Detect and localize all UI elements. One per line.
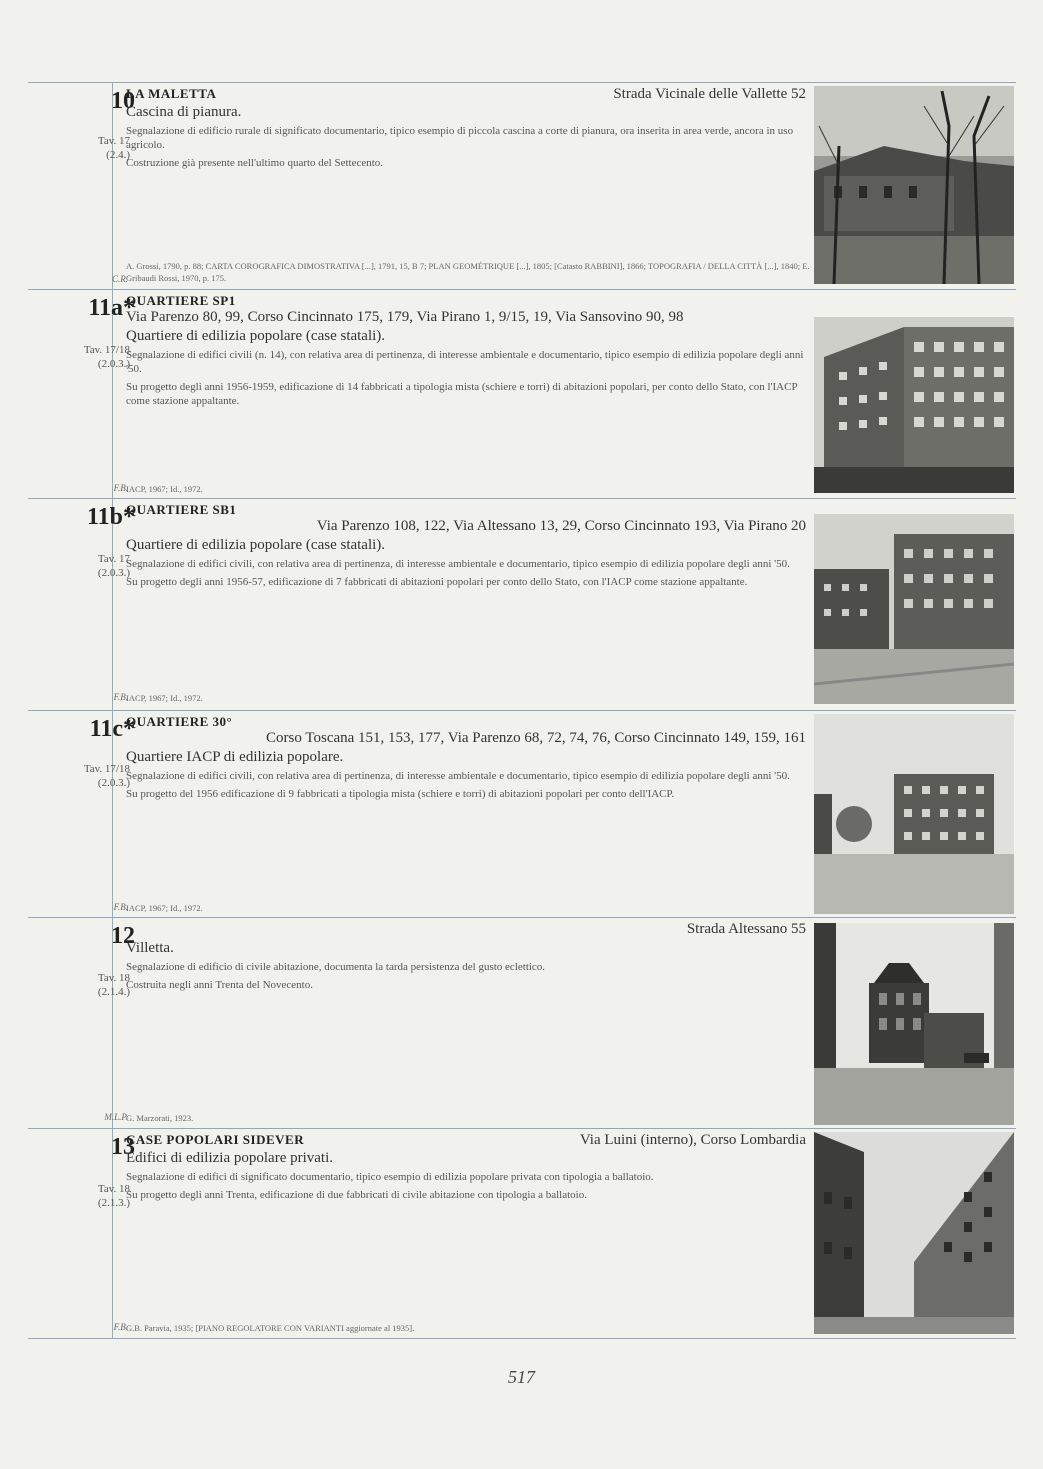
entry-number: 13 bbox=[111, 1134, 135, 1160]
tav-label: Tav. 17/18 bbox=[83, 763, 130, 775]
description-paragraph: Su progetto degli anni 1956-57, edificazione di 7 fabbricati di abitazioni popolari per conto dello Stato, con l'IACP come stazione appaltante. bbox=[126, 576, 748, 588]
entry-description bbox=[126, 557, 806, 589]
tav-label: Tav. 18 bbox=[97, 1183, 130, 1195]
author-initials: M.L.P. bbox=[104, 1112, 128, 1122]
building-photo bbox=[814, 923, 1014, 1125]
entry-title: QUARTIERE SP1 bbox=[126, 293, 236, 308]
entry-title: CASE POPOLARI SIDEVER bbox=[126, 1132, 305, 1147]
entry-subtitle: Quartiere IACP di edilizia popolare. bbox=[126, 749, 344, 765]
entry-description bbox=[126, 348, 816, 408]
building-photo bbox=[814, 86, 1014, 284]
entry-title: QUARTIERE SB1 bbox=[126, 502, 237, 517]
description-paragraph: Segnalazione di edificio di civile abitazione, documenta la tarda persistenza del gusto eclettico. bbox=[126, 961, 546, 973]
bibliography: IACP, 1967; Id., 1972. bbox=[126, 484, 203, 494]
tavola-reference bbox=[84, 762, 130, 790]
author-initials: F.B. bbox=[113, 1322, 128, 1332]
tav-label: Tav. 18 bbox=[97, 972, 130, 984]
description-paragraph: Costruita negli anni Trenta del Novecento. bbox=[126, 979, 313, 991]
catalog-entry bbox=[28, 712, 1016, 917]
tav-label: Tav. 17 bbox=[97, 553, 130, 565]
tav-label: Tav. 17/18 bbox=[83, 344, 130, 356]
entry-divider bbox=[28, 710, 1016, 711]
tav-code: (2.0.3.) bbox=[97, 567, 130, 579]
entry-subtitle: Edifici di edilizia popolare privati. bbox=[126, 1150, 334, 1166]
building-photo bbox=[814, 514, 1014, 704]
entry-address: Via Parenzo 108, 122, Via Altessano 13, 29, Corso Cincinnato 193, Via Pirano 20 bbox=[316, 518, 806, 534]
bibliography: IACP, 1967; Id., 1972. bbox=[126, 693, 203, 703]
bibliography: A. Grossi, 1790, p. 88; CARTA COROGRAFICA DIMOSTRATIVA [...], 1791, 15, B 7; PLAN GEOMÉTRIQUE [...], 1805; [Catasto RABBINI], 1866; TOPOGRAFIA / DELLA CITTÀ [...], 1840; E. Gribaudi Rossi, 1970, p. 175. bbox=[126, 261, 810, 283]
entry-number: 11c* bbox=[89, 716, 135, 742]
entry-divider bbox=[28, 498, 1016, 499]
entry-title: LA MALETTA bbox=[126, 86, 217, 101]
tavola-reference bbox=[84, 343, 130, 371]
entry-divider bbox=[28, 1338, 1016, 1339]
bibliography: IACP, 1967; Id., 1972. bbox=[126, 903, 203, 913]
tav-code: (2.0.3.) bbox=[97, 358, 130, 370]
author-initials: C.R. bbox=[111, 274, 128, 284]
entry-address: Via Luini (interno), Corso Lombardia bbox=[579, 1132, 806, 1148]
entry-description bbox=[126, 1170, 806, 1202]
description-paragraph: Segnalazione di edifici civili, con relativa area di pertinenza, di interesse ambientale e documentario, tipico esempio di edilizia popolare degli anni '50. bbox=[126, 558, 790, 570]
entry-address: Corso Toscana 151, 153, 177, Via Parenzo 68, 72, 74, 76, Corso Cincinnato 149, 159, 161 bbox=[266, 730, 806, 746]
entry-description bbox=[126, 124, 806, 170]
description-paragraph: Su progetto del 1956 edificazione di 9 fabbricati a tipologia mista (schiere e torri) di abitazioni popolari per conto dell'IACP. bbox=[126, 788, 675, 800]
tav-code: (2.1.4.) bbox=[97, 986, 130, 998]
description-paragraph: Segnalazione di edifici civili (n. 14), con relativa area di pertinenza, di interesse ambientale e documentario, tipico esempio di edilizia popolare degli anni '50. bbox=[126, 349, 804, 375]
catalog-entry bbox=[28, 84, 1016, 289]
tav-code: (2.4.) bbox=[106, 149, 130, 161]
catalog-entry bbox=[28, 1130, 1016, 1338]
entry-content bbox=[126, 86, 806, 174]
description-paragraph: Su progetto degli anni 1956-1959, edificazione di 14 fabbricati a tipologia mista (schiere e torri) di abitazioni popolari, per conto dello Stato, con l'IACP come stazione appaltante. bbox=[126, 381, 798, 407]
author-initials: F.B. bbox=[113, 902, 128, 912]
entry-address: Strada Altessano 55 bbox=[686, 921, 806, 937]
building-photo bbox=[814, 714, 1014, 914]
entry-content bbox=[126, 921, 806, 996]
bibliography: G. Marzorati, 1923. bbox=[126, 1113, 194, 1123]
entry-divider bbox=[28, 1128, 1016, 1129]
entry-divider bbox=[28, 82, 1016, 83]
description-paragraph: Segnalazione di edifici civili, con relativa area di pertinenza, di interesse ambientale e documentario, tipico esempio di edilizia popolare degli anni '50. bbox=[126, 770, 790, 782]
entry-content bbox=[126, 1132, 806, 1206]
entry-number: 11a* bbox=[88, 295, 135, 321]
author-initials: F.B. bbox=[113, 692, 128, 702]
entry-content bbox=[126, 714, 806, 805]
tav-code: (2.0.3.) bbox=[97, 777, 130, 789]
entry-divider bbox=[28, 289, 1016, 290]
description-paragraph: Segnalazione di edificio rurale di significato documentario, tipico esempio di piccola cascina a corte di pianura, ora inserita in area verde, ancora in uso agricolo. bbox=[126, 125, 794, 151]
entry-subtitle: Quartiere di edilizia popolare (case statali). bbox=[126, 537, 386, 553]
entry-description bbox=[126, 769, 806, 801]
description-paragraph: Segnalazione di edifici di significato documentario, tipico esempio di edilizia popolare privata con tipologia a ballatoio. bbox=[126, 1171, 654, 1183]
entry-description bbox=[126, 960, 806, 992]
page-number: 517 bbox=[508, 1367, 535, 1387]
entry-subtitle: Villetta. bbox=[126, 940, 174, 956]
tav-label: Tav. 17 bbox=[97, 135, 130, 147]
entry-number: 11b* bbox=[86, 504, 135, 530]
building-photo bbox=[814, 317, 1014, 493]
entry-title: QUARTIERE 30° bbox=[126, 714, 233, 729]
entry-address: Strada Vicinale delle Vallette 52 bbox=[613, 86, 806, 102]
bibliography: G.B. Paravia, 1935; [PIANO REGOLATORE CON VARIANTI aggiornate al 1935]. bbox=[126, 1323, 415, 1333]
building-photo bbox=[814, 1132, 1014, 1334]
author-initials: F.B. bbox=[113, 483, 128, 493]
entry-subtitle: Cascina di pianura. bbox=[126, 104, 242, 120]
catalog-entry bbox=[28, 919, 1016, 1128]
entry-number: 10 bbox=[111, 88, 135, 114]
entry-address: Via Parenzo 80, 99, Corso Cincinnato 175, 179, Via Pirano 1, 9/15, 19, Via Sansovino 90, 98 bbox=[126, 309, 684, 325]
entry-number: 12 bbox=[111, 923, 135, 949]
entry-content bbox=[126, 502, 806, 593]
description-paragraph: Su progetto degli anni Trenta, edificazione di due fabbricati di civile abitazione con tipologia a ballatoio. bbox=[126, 1189, 587, 1201]
entry-content bbox=[126, 293, 816, 412]
tav-code: (2.1.3.) bbox=[97, 1197, 130, 1209]
entry-divider bbox=[28, 917, 1016, 918]
entry-subtitle: Quartiere di edilizia popolare (case statali). bbox=[126, 328, 386, 344]
catalog-entry bbox=[28, 500, 1016, 710]
description-paragraph: Costruzione già presente nell'ultimo quarto del Settecento. bbox=[126, 157, 384, 169]
catalog-entry bbox=[28, 291, 1016, 498]
